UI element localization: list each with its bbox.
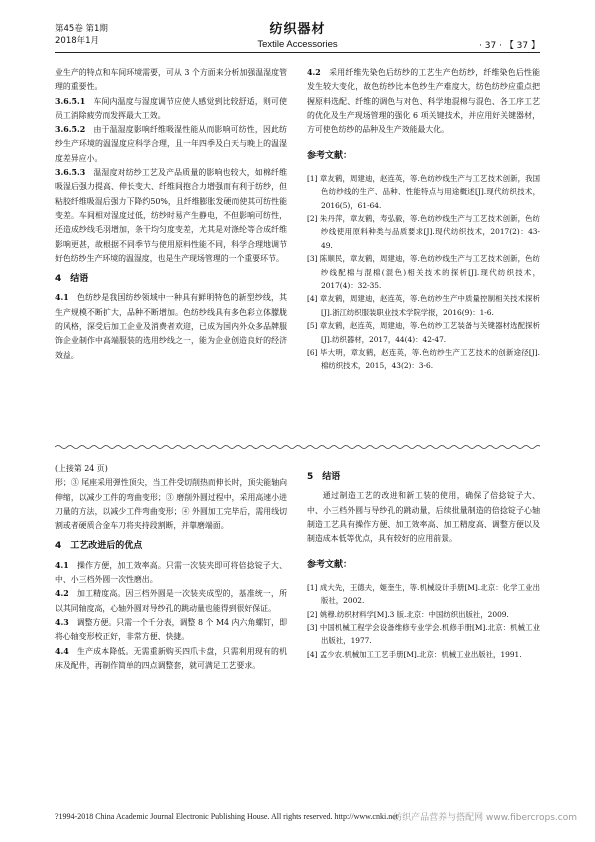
paragraph-text: 温湿度对纺纱工艺及产品质量的影响也较大，如棉纤维吸湿后强力提高、伸长变大、纤维间抱合力增强而有利于纺纱，但粘胶纤维吸湿后强力下降约50%，且纤维膨胀发硬而使其可纺性能变差。车间相对湿度过低，纺纱时易产生静电，不但影响可纺性，还造成纱线毛羽增加，条干均匀度变差，尤其是对涤纶等合成纤维影响更甚，故根据不同季节与使用原料性能不同，科学合理地调节好色纺纱生产环境的温湿度，也是生产现场管理的一个重要环节。 (55, 168, 287, 263)
upper-right-column (307, 66, 540, 373)
paragraph-number: 3.6.5.3 (55, 168, 86, 178)
paragraph-text: 车间内温度与湿度调节应使人感觉到比较舒适，则可使员工消除疲劳而发挥最大工效。 (55, 96, 287, 120)
paragraph (55, 559, 287, 588)
paragraph (55, 616, 287, 645)
reference-item: [3] 中国机械工程学会设备维修专业学会.机修手册[M].北京：机械工业出版社，1977. (307, 623, 540, 646)
paragraph (55, 587, 287, 616)
paragraph (55, 462, 287, 476)
volume-issue: 第45卷 第1期 (55, 24, 108, 34)
references-title: 参考文献： (307, 151, 353, 162)
paragraph (55, 166, 287, 266)
reference-item: [1] 成大先，王德夫，姬奎生，等.机械设计手册[M].北京：化学工业出版社，2002. (307, 582, 540, 606)
paragraph-text: (上接第 24 页) (55, 464, 108, 473)
paragraph-number: 4.3 (55, 617, 69, 627)
paragraph (55, 66, 287, 95)
paragraph-number: 3.6.5.2 (55, 125, 86, 135)
lower-left-column (55, 462, 287, 673)
paragraph-text: 业生产的特点和车间环境需要，可从 3 个方面来分析加强温湿度管理的重要性。 (55, 68, 287, 92)
header-rule (55, 52, 540, 53)
paragraph-text: 生产成本降低。无需重新购买四爪卡盘，只需利用现有的机床及配件，再制作简单的四点调整套，就可满足工艺要求。 (55, 646, 287, 670)
article-separator (55, 444, 540, 450)
conclusion-paragraph: 通过制造工艺的改进和新工装的使用，确保了倍捻锭子大、中、小三档外圆与导纱孔的跳动量，后续批量制造的倍捻锭子心轴制造工艺具有操作方便、加工效率高、加工精度高、调整方便以及制造成本低等优点，具有较好的应用前景。 (307, 491, 540, 544)
paragraph-number: 3.6.5.1 (55, 96, 86, 106)
upper-left-column (55, 66, 287, 363)
paragraph-number: 4.1 (55, 560, 69, 570)
paragraph (55, 95, 287, 124)
journal-english-title: Textile Accessories (257, 39, 338, 50)
paragraph-number: 4.2 (55, 589, 69, 599)
paragraph (55, 645, 287, 674)
paragraph (55, 123, 287, 166)
paragraph-text: 调整方便。只需一个千分表，调整 8 个 M4 内六角螺钉，即将心轴变形校正好，非常方便、快捷。 (55, 617, 287, 642)
issue-date: 2018年1月 (55, 36, 100, 46)
paragraph-text: 操作方便，加工效率高。只需一次装夹即可将倍捻锭子大、中、小三档外圆一次性磨出。 (55, 560, 287, 585)
reference-list (307, 581, 540, 661)
reference-item: [1] 章友鹤，周建迪，赵连英，等.色纺纱线生产与工艺技术创新，我国色纺纱线的生产、品种、性能特点与用途概述[J].现代纺织技术，2016(5)，61-64. (307, 173, 540, 210)
reference-item: [6] 毕大明，章友鹤，赵连英，等.色纺纱生产工艺技术的创新途径[J].棉纺织技术，2015，43(2)：3-6. (307, 348, 540, 371)
references-title: 参考文献： (307, 560, 353, 571)
reference-item: [4] 孟少农.机械加工工艺手册[M].北京：机械工业出版社，1991. (307, 649, 522, 659)
reference-item: [3] 陈顺民，章友鹤，周建迪，等.色纺纱线生产与工艺技术创新，色纺纱线配棉与混棉(混色)相关技术的探析[J].现代纺织技术，2017(4)：32-35. (307, 254, 540, 291)
paragraph-number: 4.1 (55, 293, 69, 303)
page-number: · 37 · 【 37 】 (479, 41, 540, 51)
reference-item: [2] 朱丹萍，章友鹤，寿弘毅，等.色纺纱线生产与工艺技术创新，色纺纱线使用原料种类与品质要求[J].现代纺织技术，2017(2)：43-49. (307, 214, 540, 250)
paragraph-4-2: 4.2 采用纤维先染色后纺纱的工艺生产色纺纱，纤维染色后性能发生较大变化，故色纺纱比本色纱生产难度大，纺色纺纱应重点把握原料选配、纤维的调色与对色、科学地混棉与混色、各工序工艺的优化及生产现场管理的强化 6 项关键技术，并应用好关键器材，方可使色纺纱的品种及生产效能最大化。 (307, 68, 540, 135)
reference-item: [2] 姚穆.纺织材料学[M].3 版.北京：中国纺织出版社，2009. (307, 609, 509, 619)
journal-logo: 纺织器材 (269, 22, 326, 37)
copyright-footer: ?1994-2018 China Academic Journal Electronic Publishing House. All rights reserved. http://www.cnki.net (55, 812, 398, 821)
section-heading: 4 结语 (55, 274, 89, 285)
paragraph-text: 由于温湿度影响纤维吸湿性能从而影响可纺性，因此纺纱生产环境的温湿度应科学合理，且一年四季及白天与晚上的温湿度差异应小。 (55, 125, 287, 163)
section-heading-conclusion: 5 结语 (307, 472, 341, 482)
section-heading: 4 工艺改进后的优点 (55, 541, 143, 552)
paragraph (55, 476, 287, 533)
paragraph-text: 色纺纱是我国纺纱领域中一种具有鲜明特色的新型纱线，其生产规模不断扩大，品种不断增加。色纺纱线具有多色彩立体朦胧的风格，深受后加工企业及消费者欢迎，已成为国内外众多品牌服饰企业制作中高端服装的选用纱线之一，能为企业创造良好的经济效益。 (55, 293, 287, 360)
paragraph-number: 4.4 (55, 646, 69, 656)
reference-list (307, 172, 540, 373)
paragraph-text: 加工精度高。因三档外圆是一次装夹成型的，基准统一，所以其同轴度高，心轴外圆对导纱孔的跳动量也能得到很好保证。 (55, 589, 287, 613)
site-watermark: 纺织产品营养与搭配网 www.fibercrops.com (393, 813, 577, 823)
lower-right-column (307, 470, 540, 661)
paragraph (55, 291, 287, 362)
reference-item: [5] 章友鹤，赵连英，周建迪，等.色纺纱工艺装备与关键器材选配探析[J].纺织器材，2017，44(4)：42-47. (307, 321, 540, 344)
paragraph-text: 形；③ 尾座采用弹性顶尖，当工件受切削热而伸长时，顶尖能轴向伸缩，以减少工件的弯曲变形；③ 磨削外圆过程中，采用高速小进刀量的方法，以减少工件弯曲变形；④ 外圆加工完毕后，需用线切割或者硬质合金车刀将夹持段割断，并靠磨端面。 (55, 478, 287, 531)
reference-item: [4] 章友鹤，周建迪，赵连英，等.色纺纱生产中质量控制相关技术探析[J].浙江纺织服装职业技术学院学报，2016(9)：1-6. (307, 294, 540, 317)
